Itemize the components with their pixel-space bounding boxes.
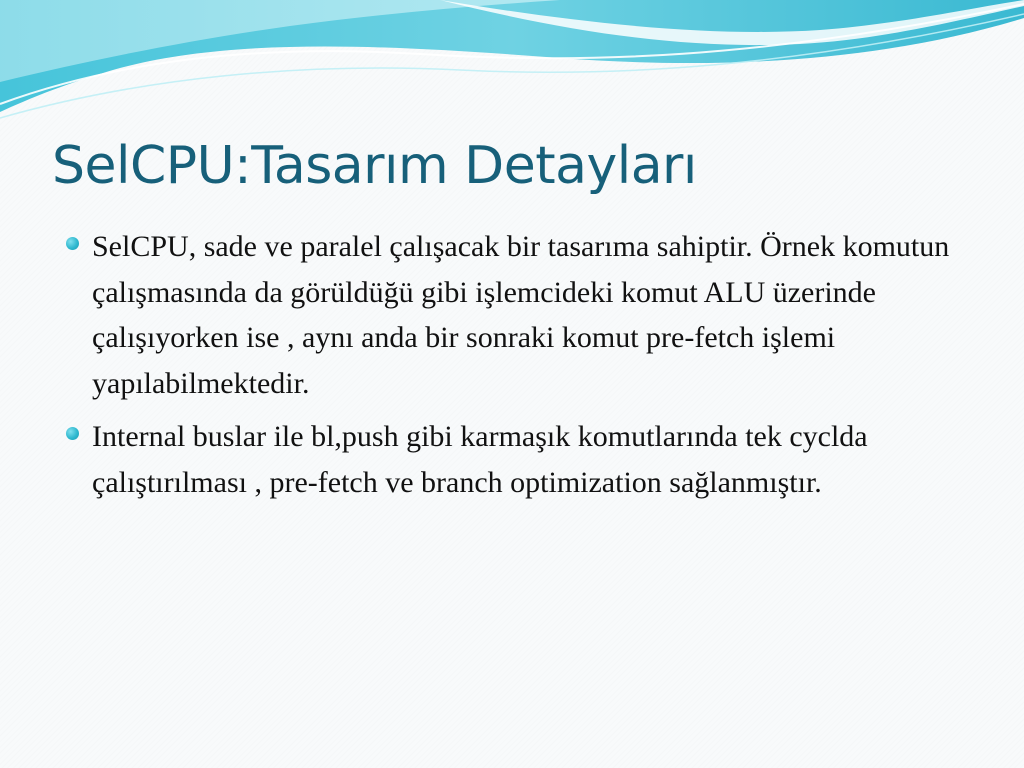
slide-title: SelCPU:Tasarım Detayları <box>52 136 697 196</box>
wave-decoration <box>0 0 1024 130</box>
bullet-dot-icon <box>66 427 79 440</box>
bullet-dot-icon <box>66 237 79 250</box>
bullet-item <box>62 414 982 505</box>
bullet-text: SelCPU, sade ve paralel çalışacak bir tasarıma sahiptir. Örnek komutun çalışmasında da görüldüğü gibi işlemcideki komut ALU üzerinde çalışıyorken ise , aynı anda bir sonraki komut pre-fetch işlemi yapılabilmektedir. <box>92 230 950 400</box>
bullet-item <box>62 224 982 406</box>
bullet-list <box>62 224 982 513</box>
bullet-text: Internal buslar ile bl,push gibi karmaşık komutlarında tek cyclda çalıştırılması , pre-fetch ve branch optimization sağlanmıştır. <box>92 420 868 499</box>
